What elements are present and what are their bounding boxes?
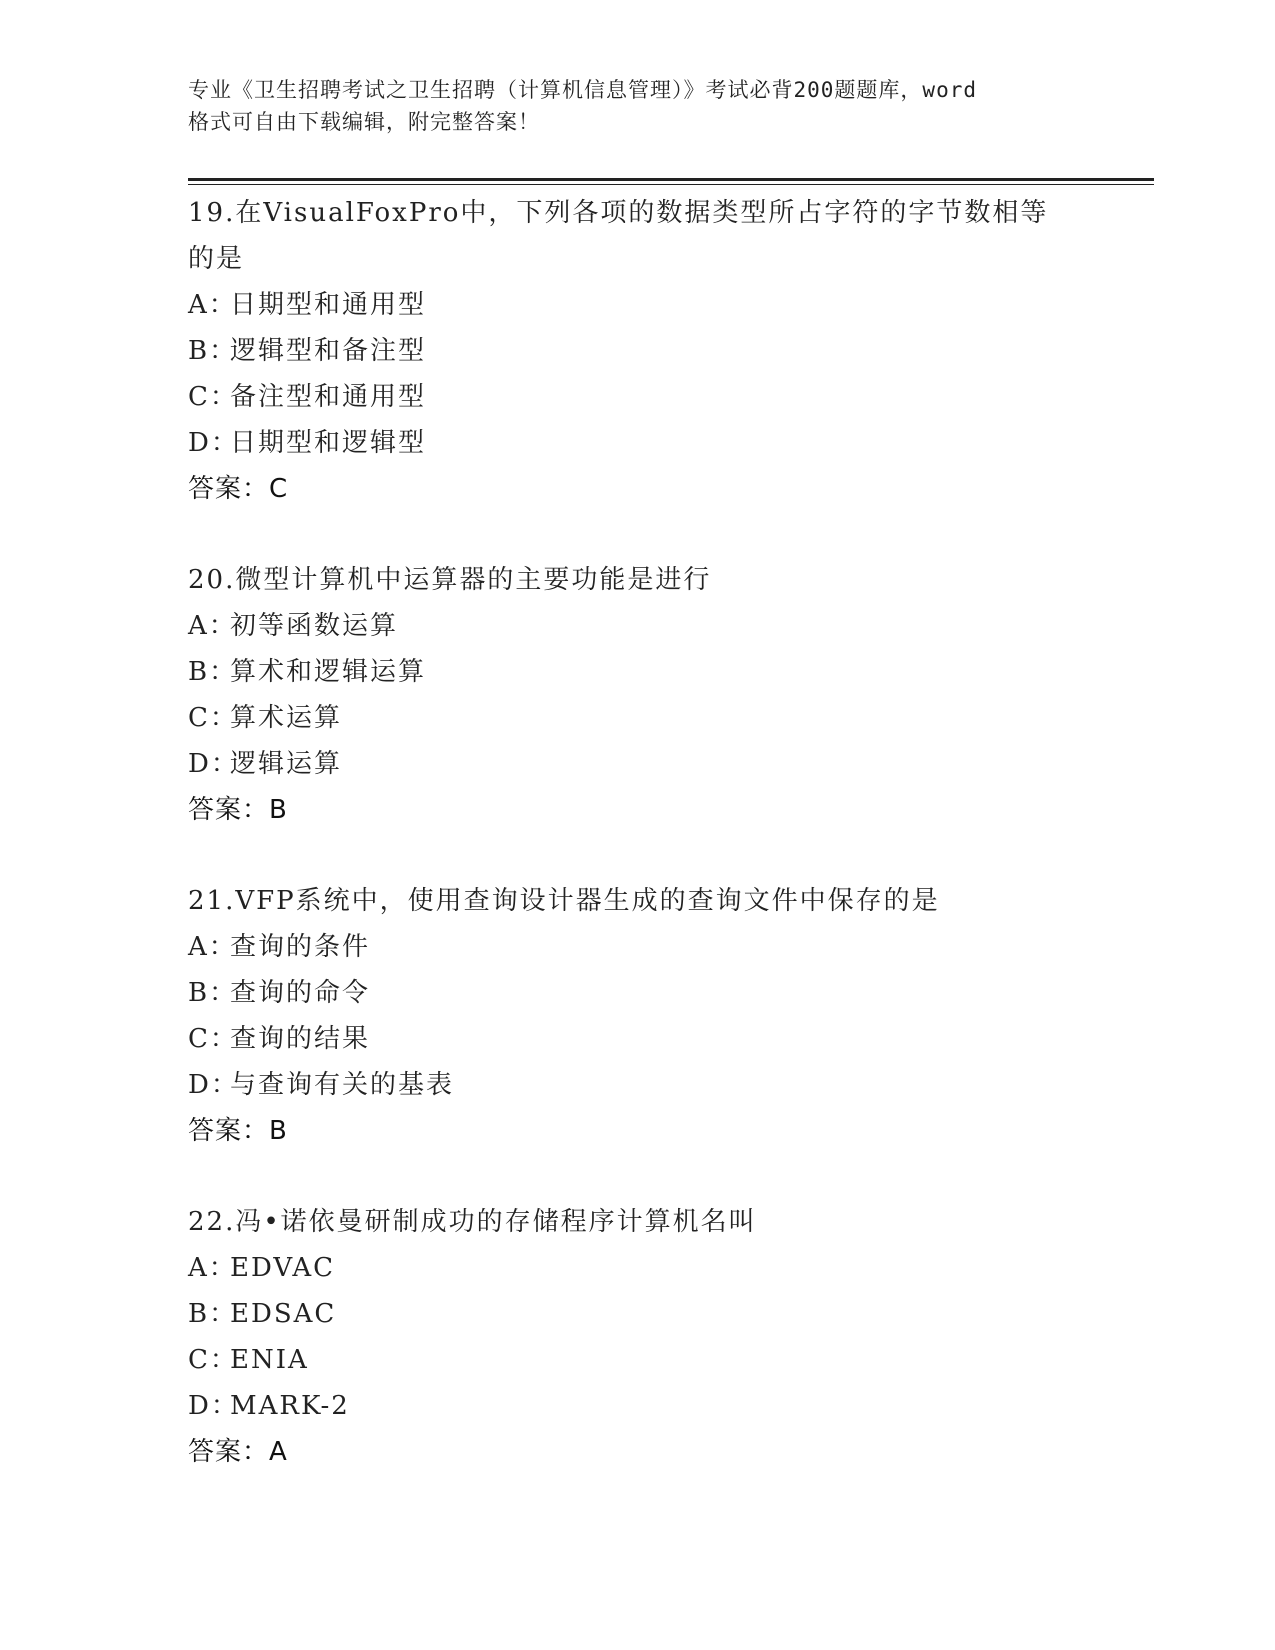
option-d [188,1383,1108,1429]
option-text: 查询的命令 [230,978,371,1008]
document-header [188,74,1108,138]
option-key: B： [188,978,238,1008]
option-text: 算术运算 [230,703,343,733]
option-key: D： [188,749,239,779]
question-stem: 20.微型计算机中运算器的主要功能是进行 [188,565,712,595]
question-22 [188,1199,1108,1475]
option-d [188,420,1108,466]
option-text: 逻辑型和备注型 [230,336,427,366]
answer-value: B [269,1116,287,1146]
question-stem: 22.冯•诺依曼研制成功的存储程序计算机名叫 [188,1207,757,1237]
header-divider-thick [188,178,1154,181]
option-text: 查询的条件 [230,932,371,962]
option-text: ENIA [230,1345,309,1375]
header-divider-thin [188,184,1154,185]
option-c [188,1016,1108,1062]
option-key: B： [188,657,238,687]
option-key: D： [188,1070,239,1100]
option-text: 日期型和通用型 [230,290,427,320]
option-key: A： [188,611,237,641]
answer-label: 答案： [188,1437,270,1467]
answer-line [188,1429,1108,1475]
option-b [188,328,1108,374]
answer-label: 答案： [188,474,270,504]
answer-value: B [269,795,287,825]
option-d [188,1062,1108,1108]
option-key: C： [188,382,238,412]
answer-label: 答案： [188,795,270,825]
option-c [188,695,1108,741]
option-c [188,374,1108,420]
answer-line [188,1108,1108,1154]
option-a [188,603,1108,649]
question-stem: 21.VFP系统中，使用查询设计器生成的查询文件中保存的是 [188,886,940,916]
answer-label: 答案： [188,1116,270,1146]
option-a [188,1245,1108,1291]
question-21 [188,878,1108,1154]
option-key: A： [188,290,237,320]
option-b [188,1291,1108,1337]
option-text: 算术和逻辑运算 [230,657,427,687]
answer-line [188,787,1108,833]
option-key: A： [188,1253,237,1283]
option-text: 初等函数运算 [230,611,399,641]
question-stem: 19.在VisualFoxPro中，下列各项的数据类型所占字符的字节数相等的是 [188,198,1049,274]
question-20 [188,557,1108,833]
option-b [188,649,1108,695]
option-text: EDSAC [230,1299,337,1329]
option-text: 查询的结果 [230,1024,371,1054]
option-key: D： [188,428,239,458]
option-c [188,1337,1108,1383]
answer-line [188,466,1108,512]
option-text: MARK-2 [230,1391,350,1421]
option-key: C： [188,703,238,733]
option-key: D： [188,1391,239,1421]
option-key: A： [188,932,237,962]
header-line-1: 专业《卫生招聘考试之卫生招聘（计算机信息管理）》考试必背200题题库，word [188,78,977,102]
option-a [188,282,1108,328]
answer-value: A [269,1437,287,1467]
option-d [188,741,1108,787]
option-key: C： [188,1024,238,1054]
option-text: 备注型和通用型 [230,382,427,412]
question-19 [188,190,1108,512]
option-text: 与查询有关的基表 [230,1070,455,1100]
header-line-2: 格式可自由下载编辑，附完整答案！ [188,110,540,134]
option-text: EDVAC [230,1253,336,1283]
option-b [188,970,1108,1016]
answer-value: C [269,474,288,504]
option-key: C： [188,1345,238,1375]
question-list [188,190,1108,1520]
option-a [188,924,1108,970]
option-key: B： [188,1299,238,1329]
option-text: 日期型和逻辑型 [230,428,427,458]
option-text: 逻辑运算 [230,749,343,779]
option-key: B： [188,336,238,366]
